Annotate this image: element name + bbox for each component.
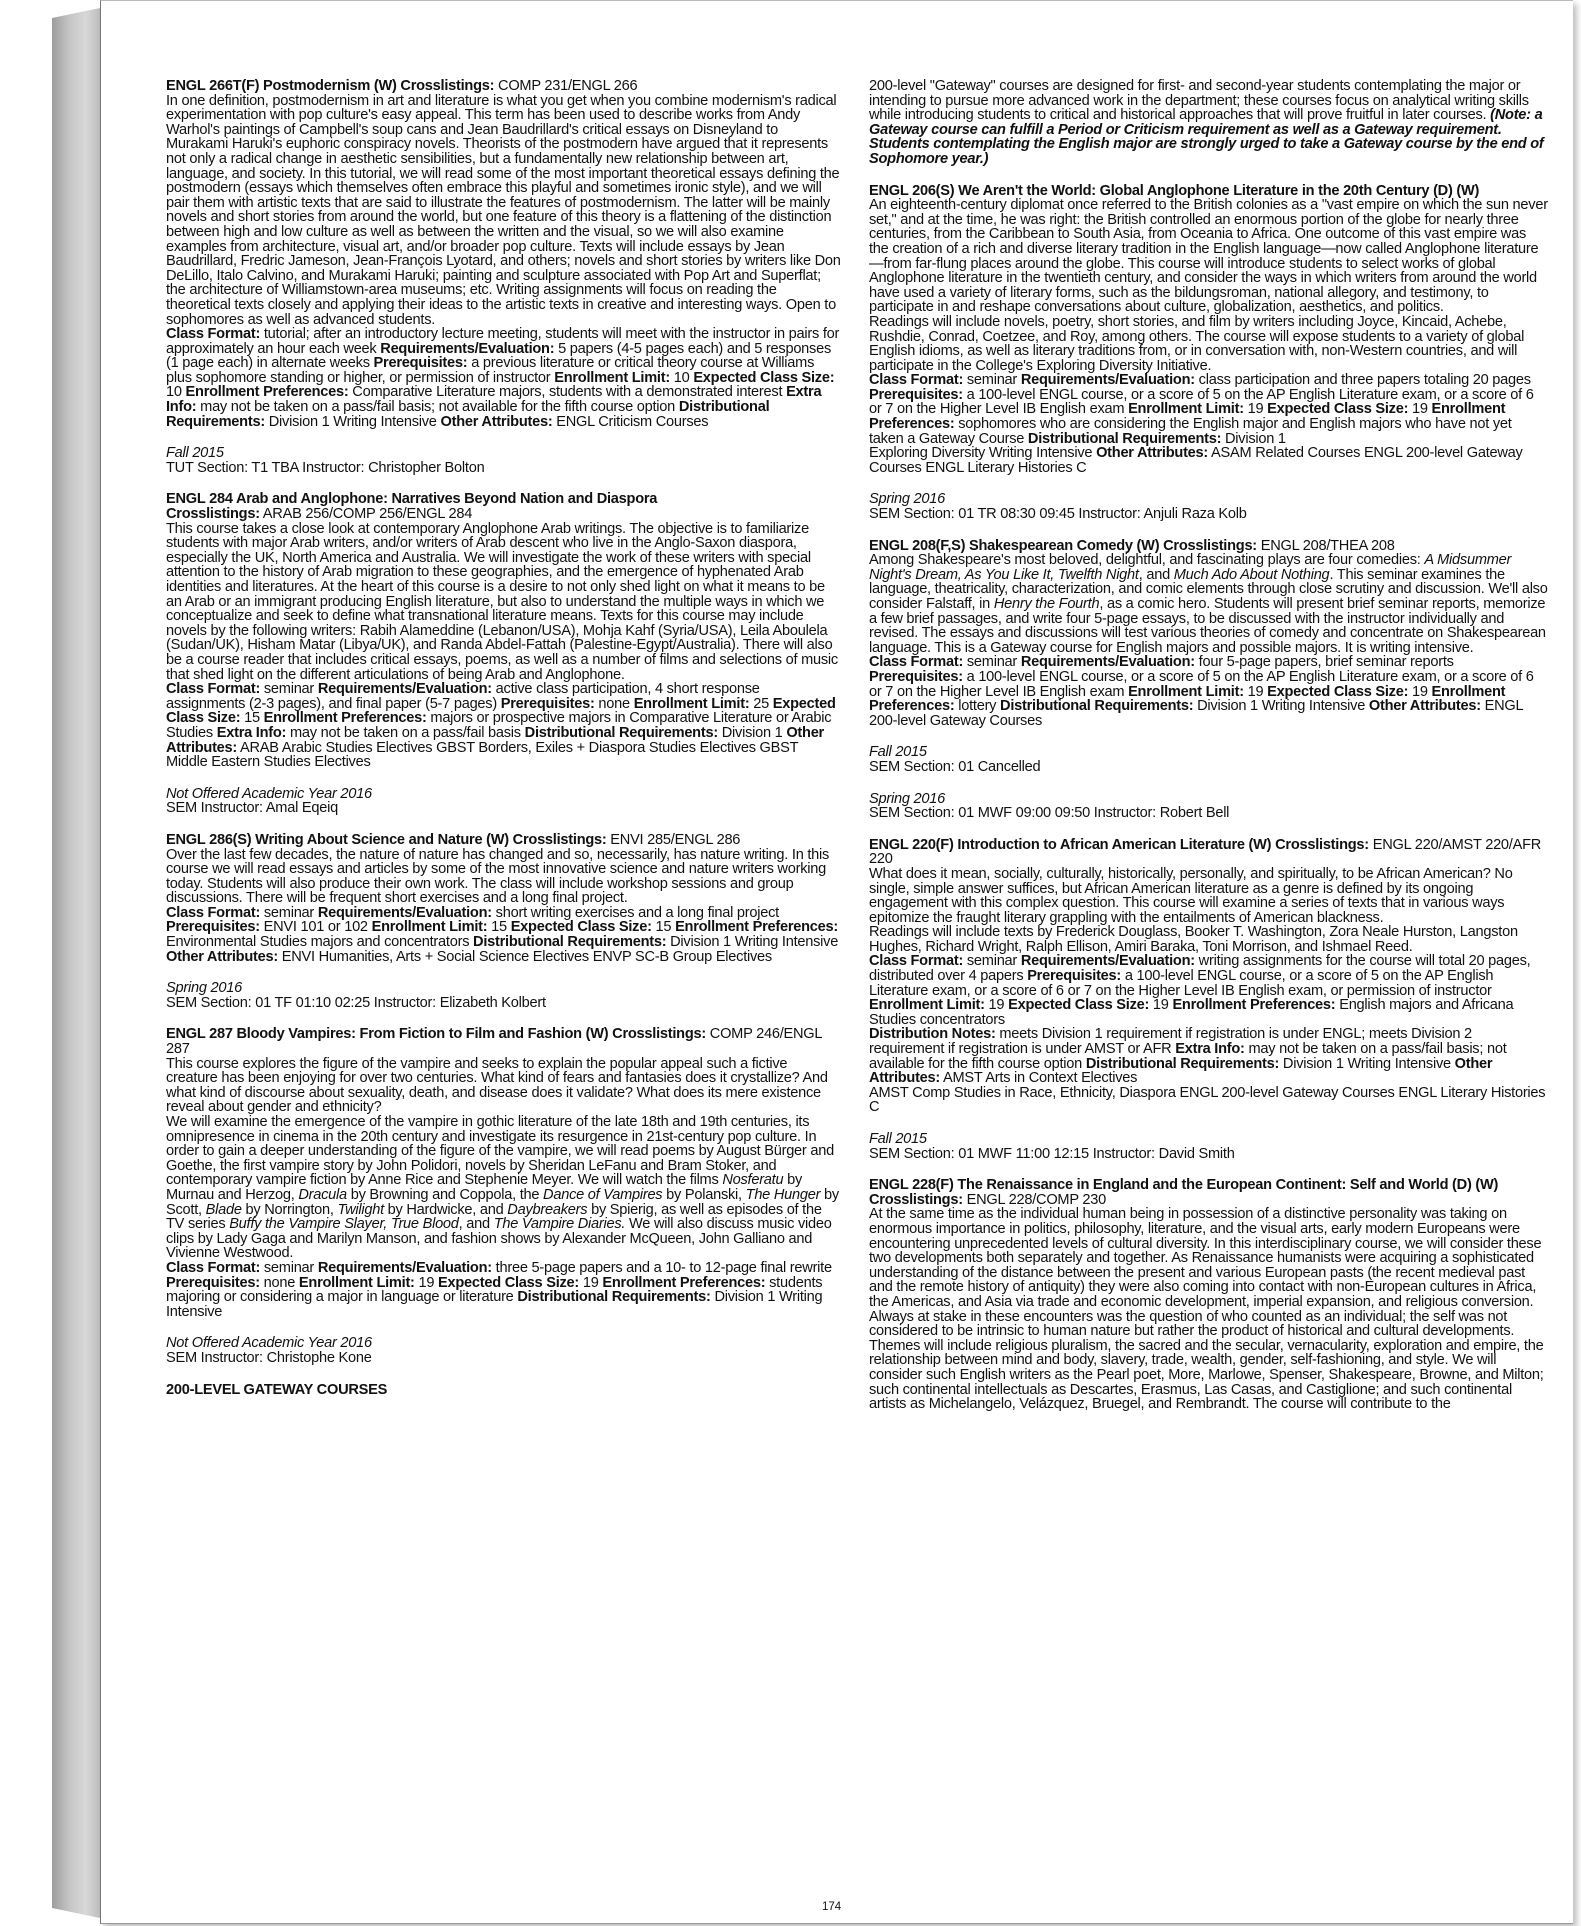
section-info: SEM Section: 01 TR 08:30 09:45 Instructor: Anjuli Raza Kolb [869,506,1247,523]
crosslistings: ENGL 220/AMST 220/AFR 220 [869,836,1542,868]
term-block [166,446,841,475]
term-block [166,1336,841,1365]
course-description: Among Shakespeare's most beloved, delightful, and fascinating plays are four comedies: A Midsummer Night's Dream, As You Like It, Twelfth Night, and Much Ado About Nothing. This seminar examines the language, theatricality, characterization, and comic elements through close scrutiny and discussion. We'll also consider Falstaff, in Henry the Fourth, as a comic hero. Students will present brief seminar reports, memorize a few brief passages, and write four 5-page essays, to be discussed with the instructor individually and revised. The essays and discussions will test various theories of comedy and concentrate on Shakespearean language. This is a Gateway course for English majors and possible majors. It is writing intensive. [869,552,1548,656]
left-column [166,79,841,1412]
course-heading: ENGL 220(F) Introduction to African American Literature (W) Crosslistings: [869,836,1369,853]
section-title: 200-LEVEL GATEWAY COURSES [166,1381,388,1398]
course-details: Class Format: seminar Requirements/Evaluation: class participation and three papers totaling 20 pages Prerequisites: a 100-level ENGL course, or a score of 5 on the AP English Literature exam, or a score of 6 or 7 on the Higher Level IB English exam Enrollment Limit: 19 Expected Class Size: 19 Enrollment Preferences: sophomores who are considering the English major and English majors who have not yet taken a Gateway Course Distributional Requirements: Division 1 [869,372,1534,447]
course-description: Over the last few decades, the nature of nature has changed and so, necessarily, has nature writing. In this course we will read essays and articles by some of the most innovative science and nature writers working today. Students will also produce their own work. The class will include workshop sessions and group discussions. There will be frequent short exercises and a long final project. [166,846,830,907]
term-label: Not Offered Academic Year 2016 [166,1335,372,1352]
course-details: Class Format: seminar Requirements/Evaluation: three 5-page papers and a 10- to 12-page final rewrite Prerequisites: none Enrollment Limit: 19 Expected Class Size: 19 Enrollment Preferences: students majoring or considering a major in language or literature Distributional Requirements: Division 1 Writing Intensive [166,1259,832,1320]
term-label: Spring 2016 [869,491,945,508]
course-entry-engl-266t [166,79,841,475]
term-label: Spring 2016 [166,980,242,997]
gateway-intro [869,79,1549,167]
course-entry-engl-284 [166,492,841,815]
course-entry-engl-286 [166,833,841,1011]
course-description-2: Readings will include novels, poetry, short stories, and film by writers including Joyce, Kincaid, Achebe, Rushdie, Conrad, Coetzee, and Roy, among others. The course will expose students to a variety of global English idioms, as well as literary traditions from, or in conversation with, non-Western countries, and will participate in the College's Exploring Diversity Initiative. [869,313,1525,374]
course-heading: ENGL 208(F,S) Shakespearean Comedy (W) Crosslistings: [869,537,1257,554]
course-heading: ENGL 286(S) Writing About Science and Nature (W) Crosslistings: [166,831,607,848]
term-label: Spring 2016 [869,790,945,807]
course-entry-engl-208 [869,539,1549,821]
course-details: Class Format: seminar Requirements/Evaluation: short writing exercises and a long final project Prerequisites: ENVI 101 or 102 Enrollment Limit: 15 Expected Class Size: 15 Enrollment Preferences: Environmental Studies majors and concentrators Distributional Requirements: Division 1 Writing Intensive Other Attributes: ENVI Humanities, Arts + Social Science Electives ENVP SC-B Group Electives [166,904,839,965]
course-description: An eighteenth-century diplomat once referred to the British colonies as a "vast empire on which the sun never set," and at the time, he was right: the British controlled an enormous portion of the globe for nearly three centuries, from the Caribbean to South Asia, from Oceania to Africa. One outcome of this vast empire was the creation of a rich and diverse literary tradition in the English language—now called Anglophone literature—from far-flung places around the globe. This course will introduce students to select works of global Anglophone literature in the twentieth century, and consider the ways in which writers from around the world have used a variety of literary forms, such as the bildungsroman, national allegory, and testimony, to participate in and reshape conversations about culture, globalization, aesthetics, and politics. [869,197,1548,316]
course-heading: ENGL 228(F) The Renaissance in England and the European Continent: Self and World (D) (W) Crosslistings: [869,1177,1499,1208]
course-description: What does it mean, socially, culturally, historically, personally, and spiritually, to be African American? No single, simple answer suffices, but African American literature as a genre is defined by its ongoing engagement with this complex question. This course will examine a series of texts that in various ways epitomize the fraught literary grappling with the entailments of American blackness. [869,865,1513,926]
intro-note: (Note: a Gateway course can fulfill a Period or Criticism requirement as well as a Gateway requirement. Students contemplating the English major are strongly urged to take a Gateway course by the end of Sophomore year.) [869,107,1544,167]
course-entry-engl-206 [869,184,1549,522]
course-description: This course explores the figure of the vampire and seeks to explain the popular appeal such a fictive creature has been enjoying for over two centuries. What kind of fears and fantasies does it crystallize? And what kind of discourse about sexuality, death, and disease does it validate? What does its mere existence reveal about gender and ethnicity? [166,1055,828,1116]
course-description: This course takes a close look at contemporary Anglophone Arab writings. The objective is to familiarize students with major Arab writers, and/or writers of Arab descent who live in the Anglo-Saxon diaspora, especially the UK, North America and Australia. We will investigate the work of these writers with special attention to the history of Arab migration to these geographies, and the emergence of hyphenated Arab identities and literatures. At the heart of this course is a desire to not only shed light on what it means to be an Arab or an immigrant producing English literature, but also to understand the multiple ways in which we conceptualize and seek to define what transnational literature means. Texts for this course may include novels by the following writers: Rabih Alameddine (Lebanon/USA), Mohja Kahf (Syria/USA), Leila Aboulela (Sudan/UK), Hisham Matar (Libya/UK), and Randa Abdel-Fattah (Palestine-Egypt/Australia). There will also be a course reader that includes critical essays, poems, as well as a number of films and selections of music that shed light on the different articulations of being Arab and Anglophone. [166,520,838,683]
course-heading: ENGL 266T(F) Postmodernism (W) Crosslistings: [166,78,495,94]
section-info: SEM Instructor: Amal Eqeiq [166,800,338,817]
course-details: Class Format: seminar Requirements/Evaluation: four 5-page papers, brief seminar reports Prerequisites: a 100-level ENGL course, or a score of 5 on the AP English Literature exam, or a score of 6 or 7 on the Higher Level IB English exam Enrollment Limit: 19 Expected Class Size: 19 Enrollment Preferences: lottery Distributional Requirements: Division 1 Writing Intensive Other Attributes: ENGL 200-level Gateway Courses [869,654,1534,729]
page-number: 174 [822,1901,842,1913]
term-block [166,787,841,816]
course-details: Class Format: seminar Requirements/Evaluation: writing assignments for the course will total 20 pages, distributed over 4 papers Prerequisites: a 100-level ENGL course, or a score of 5 on the AP English Literature exam, or a score of 6 or 7 on the Higher Level IB English exam, or permission of instructor Enrollment Limit: 19 Expected Class Size: 19 Enrollment Preferences: English majors and Africana Studies concentrators [869,953,1531,1028]
section-info: SEM Section: 01 Cancelled [869,758,1041,775]
term-label: Fall 2015 [869,744,927,761]
crosslistings: COMP 246/ENGL 287 [166,1026,822,1058]
term-block [869,745,1549,774]
term-label: Fall 2015 [869,1131,927,1147]
crosslistings-label: Crosslistings: [166,506,260,523]
course-details: Class Format: seminar Requirements/Evaluation: active class participation, 4 short response assignments (2-3 pages), and final paper (5-7 pages) Prerequisites: none Enrollment Limit: 25 Expected Class Size: 15 Enrollment Preferences: majors or prospective majors in Comparative Literature or Arabic Studies Extra Info: may not be taken on a pass/fail basis Distributional Requirements: Division 1 Other Attributes: ARAB Arabic Studies Electives GBST Borders, Exiles + Diaspora Studies Electives GBST Middle Eastern Studies Electives [166,681,836,771]
course-attributes: AMST Comp Studies in Race, Ethnicity, Diaspora ENGL 200-level Gateway Courses ENGL Literary Histories C [869,1084,1546,1116]
course-description: In one definition, postmodernism in art and literature is what you get when you combine modernism's radical experimentation with pop culture's easy appeal. This term has been used to describe works from Andy Warhol's paintings of Campbell's soup cans and Jean Baudrillard's critical essays on Disneyland to Murakami Haruki's euphoric conspiracy novels. Theorists of the postmodern have argued that it represents not only a radical change in aesthetic sensibilities, but a fundamentally new relationship between art, language, and society. In this tutorial, we will read some of the most important theoretical essays defining the postmodern (essays which themselves often embrace this playful and sometimes ironic style), and we will pair them with artistic texts that are said to illustrate the features of postmodernism. The latter will be mainly novels and short stories from around the world, but one feature of this theory is a flattening of the distinction between high and low culture as well as between the written and the visual, so we will also examine examples from architecture, visual art, and/or broader pop culture. Texts will include essays by Jean Baudrillard, Fredric Jameson, Jean-François Lyotard, and others; novels and short stories by writers like Don DeLillo, Italo Calvino, and Murakami Haruki; painting and sculpture associated with Pop Art and Superflat; the architecture of Williamstown-area museums; etc. Writing assignments will focus on reading the theoretical texts closely and applying their ideas to the artistic texts in creative and interesting ways. Open to sophomores as well as advanced students. [166,92,841,328]
term-block [869,492,1549,521]
right-column [869,79,1549,1429]
crosslistings: COMP 231/ENGL 266 [494,78,638,94]
course-distribution: Distribution Notes: meets Division 1 requirement if registration is under ENGL; meets Division 2 requirement if registration is under AMST or AFR Extra Info: may not be taken on a pass/fail basis; not available for the fifth course option Distributional Requirements: Division 1 Writing Intensive Other Attributes: AMST Arts in Context Electives [869,1026,1507,1087]
term-block [869,1132,1549,1161]
term-label: Fall 2015 [166,445,224,462]
course-heading: ENGL 206(S) We Aren't the World: Global Anglophone Literature in the 20th Century (D) (W) [869,182,1480,199]
crosslistings: ENGL 208/THEA 208 [1256,537,1395,554]
course-entry-engl-228 [869,1178,1549,1412]
term-label: Not Offered Academic Year 2016 [166,785,372,802]
term-block [166,981,841,1010]
crosslistings: ARAB 256/COMP 256/ENGL 284 [259,506,473,523]
course-heading: ENGL 287 Bloody Vampires: From Fiction to Film and Fashion (W) Crosslistings: [166,1026,706,1043]
course-description-2: Readings will include texts by Frederick Douglass, Booker T. Washington, Zora Neale Hurston, Langston Hughes, Richard Wright, Ralph Ellison, Amiri Baraka, Toni Morrison, and Ishmael Reed. [869,924,1518,955]
course-description-2: We will examine the emergence of the vampire in gothic literature of the late 18th and 19th centuries, its omnipresence in cinema in the 20th century and investigate its resurgence in 21st-century pop culture. In order to gain a deeper understanding of the figure of the vampire, we will read poems by August Bürger and Goethe, the first vampire story by John Polidori, novels by Sheridan LeFanu and Bram Stoker, and contemporary vampire fiction by Anne Rice and Stephenie Meyer. We will watch the films Nosferatu by Murnau and Herzog, Dracula by Browning and Coppola, the Dance of Vampires by Polanski, The Hunger by Scott, Blade by Norrington, Twilight by Hardwicke, and Daybreakers by Spierig, as well as episodes of the TV series Buffy the Vampire Slayer, True Blood, and The Vampire Diaries. We will also discuss music video clips by Lady Gaga and Marilyn Manson, and fashion shows by Alexander McQueen, John Galliano and Vivienne Westwood. [166,1114,839,1262]
crosslistings: ENVI 285/ENGL 286 [606,831,741,848]
crosslistings: ENGL 228/COMP 230 [962,1191,1106,1208]
section-info: SEM Section: 01 MWF 11:00 12:15 Instructor: David Smith [869,1145,1235,1162]
book-spine [52,8,100,1918]
course-attributes: Exploring Diversity Writing Intensive Other Attributes: ASAM Related Courses ENGL 200-level Gateway Courses ENGL Literary Histories C [869,445,1523,476]
course-details: Class Format: tutorial; after an introductory lecture meeting, students will meet with the instructor in pairs for approximately an hour each week Requirements/Evaluation: 5 papers (4-5 pages each) and 5 responses (1 page each) in alternate weeks Prerequisites: a previous literature or critical theory course at Williams plus sophomore standing or higher, or permission of instructor Enrollment Limit: 10 Expected Class Size: 10 Enrollment Preferences: Comparative Literature majors, students with a demonstrated interest Extra Info: may not be taken on a pass/fail basis; not available for the fifth course option Distributional Requirements: Division 1 Writing Intensive Other Attributes: ENGL Criticism Courses [166,326,840,430]
course-entry-engl-220 [869,838,1549,1161]
section-info: SEM Section: 01 TF 01:10 02:25 Instructor: Elizabeth Kolbert [166,994,546,1011]
section-info: TUT Section: T1 TBA Instructor: Christopher Bolton [166,459,485,476]
course-description: At the same time as the individual human being in possession of a distinctive personality was taking on enormous importance in politics, philosophy, literature, and the visual arts, early modern Europeans were encountering unprecedented levels of cultural diversity. In this interdisciplinary course, we will consider these two developments both separately and together. As Renaissance humanists were acquiring a sophisticated understanding of the distance between the present and various European pasts (the recent medieval past and the remote history of antiquity) they were also coming into contact with non-European cultures in Africa, the Americas, and Asia via trade and economic development, imperial expansion, and religious conversion. Always at stake in these encounters was the question of who counted as an individual; the self was not considered to be intrinsic to human nature but rather the product of historical and cultural developments. Themes will include religious pluralism, the sacred and the secular, vernacularity, exploration and empire, the relationship between mind and body, slavery, trade, wealth, gender, self-fashioning, and style. We will consider such English writers as the Pearl poet, More, Marlowe, Spenser, Shakespeare, Browne, and Milton; such continental intellectuals as Descartes, Erasmus, Las Casas, and Castiglione; and such continental artists as Michelangelo, Velázquez, Bruegel, and Rembrandt. The course will contribute to the [869,1206,1544,1413]
section-info: SEM Section: 01 MWF 09:00 09:50 Instructor: Robert Bell [869,805,1230,822]
course-heading: ENGL 284 Arab and Anglophone: Narratives Beyond Nation and Diaspora [166,491,658,508]
course-entry-engl-287 [166,1027,841,1365]
intro-text: 200-level "Gateway" courses are designed for first- and second-year students contemplating the major or intending to pursue more advanced work in the department; these courses focus on analytical writing skills while introducing students to critical and historical approaches that will prove fruitful in later courses. [869,78,1529,124]
term-block [869,792,1549,821]
section-info: SEM Instructor: Christophe Kone [166,1349,372,1366]
